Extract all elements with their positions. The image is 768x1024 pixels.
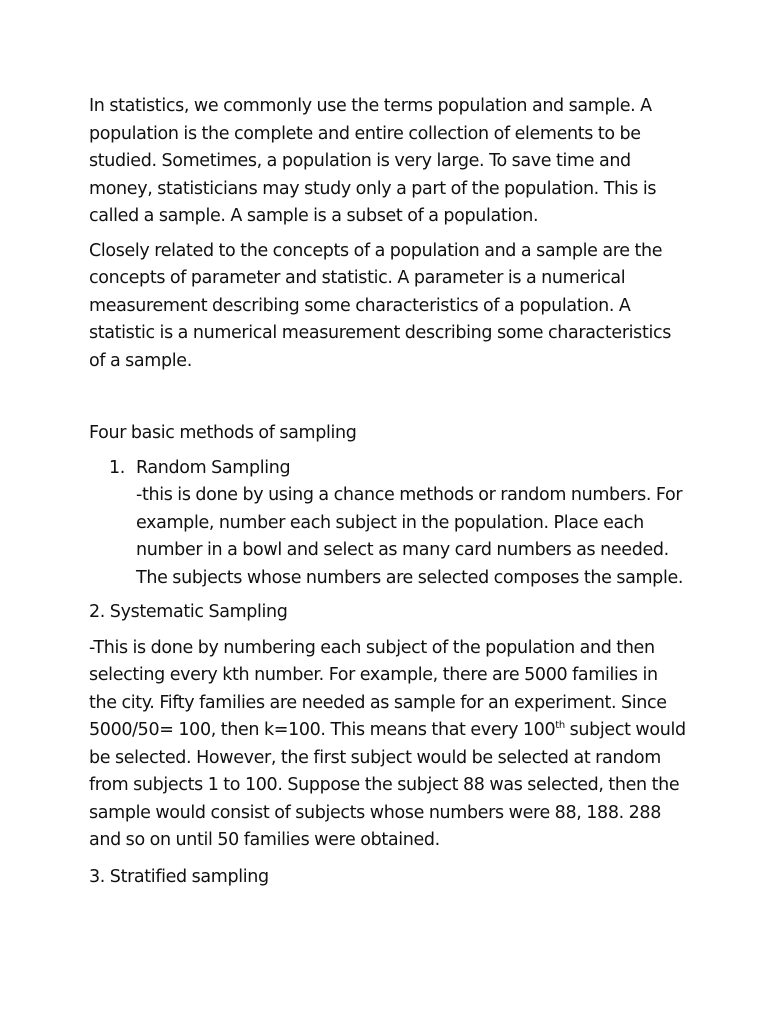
superscript-th: th: [555, 720, 565, 732]
list-body: [136, 455, 689, 593]
document-page: [89, 93, 689, 891]
methods-heading: Four basic methods of sampling: [89, 423, 357, 443]
systematic-sampling-description: [89, 635, 689, 855]
systematic-text-part2: subject would be selected. However, the first subject would be selected at random from subjects 1 to 100. Suppose the subject 88 was selected, then the sample would consist of subjects whose numbers were 88, 188. 288 and so on until 50 families were obtained.: [89, 720, 686, 850]
stratified-sampling-title: 3. Stratified sampling: [89, 866, 269, 887]
systematic-text-part1: -This is done by numbering each subject of the population and then selecting every kth number. For example, there are 5000 families in the city. Fifty families are needed as sample for an experiment. Since 5000/50= 100, then k=100. This means that every 100: [89, 637, 667, 740]
intro-paragraph-parameter: Closely related to the concepts of a population and a sample are the concepts of parameter and statistic. A parameter is a numerical measurement describing some characteristics of a population. A statistic is a numerical measurement describing some characteristics of a sample.: [89, 240, 672, 371]
systematic-sampling-title: 2. Systematic Sampling: [89, 602, 288, 622]
random-sampling-title: Random Sampling: [136, 457, 291, 478]
random-sampling-description: -this is done by using a chance methods or random numbers. For example, number each subject in the population. Place each number in a bowl and select as many card numbers as needed. The subjects whose numbers are selected composes the sample.: [136, 485, 684, 588]
list-number: 1.: [109, 457, 125, 478]
intro-paragraph-population: In statistics, we commonly use the terms population and sample. A population is the complete and entire collection of elements to be studied. Sometimes, a population is very large. To save time and money, statisticians may study only a part of the population. This is called a sample. A sample is a subset of a population.: [89, 96, 657, 226]
list-item-random-sampling: [109, 455, 689, 593]
